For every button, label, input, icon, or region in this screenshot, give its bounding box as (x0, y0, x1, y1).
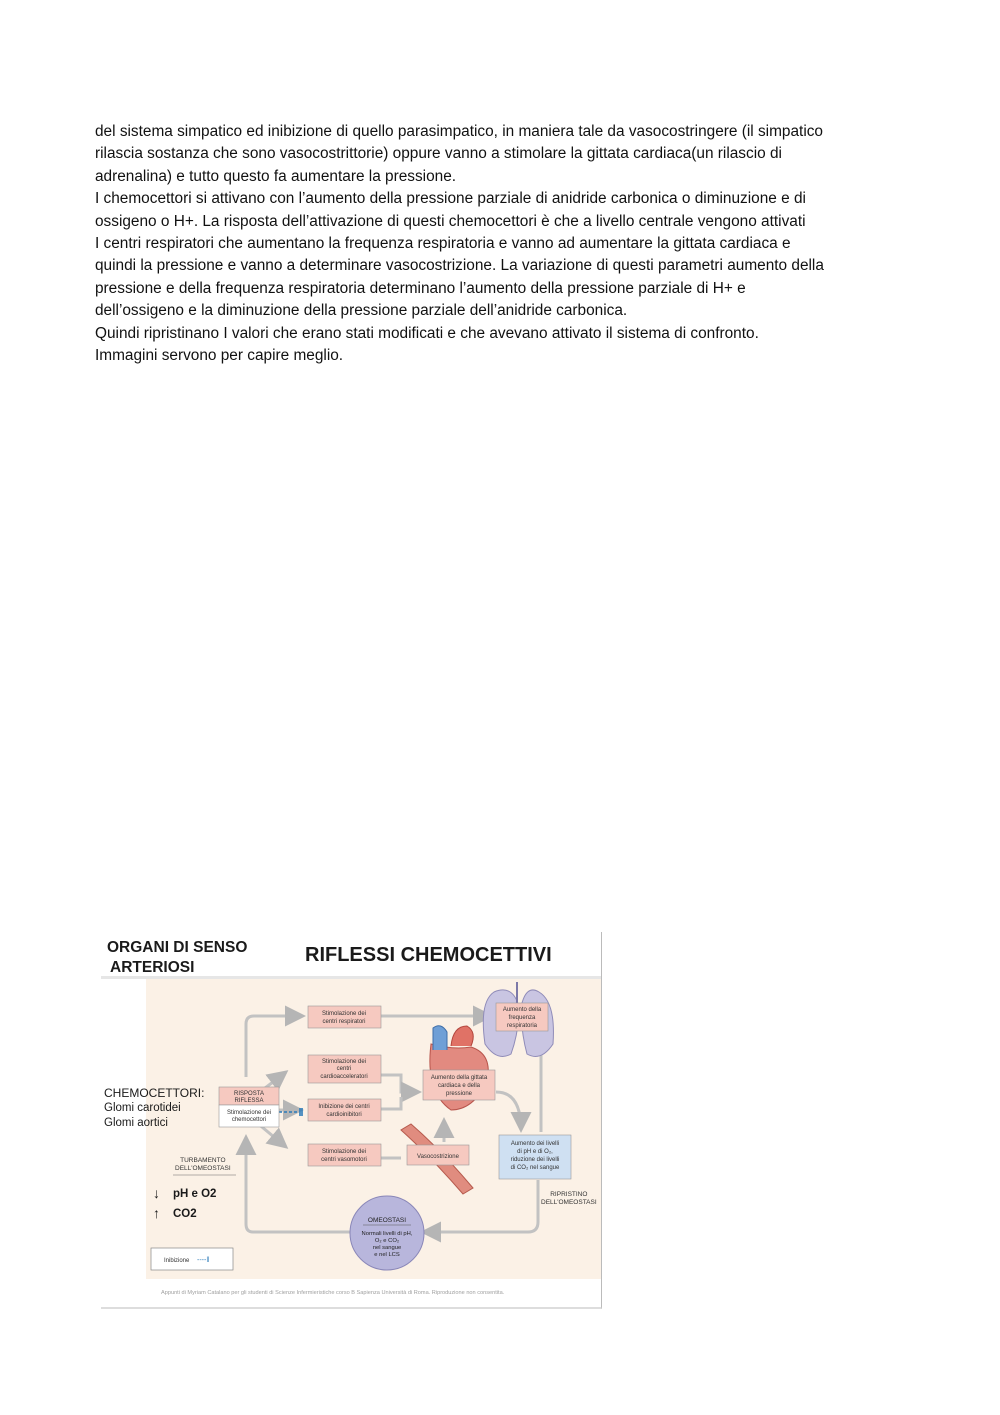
svg-text:respiratoria: respiratoria (506, 1023, 538, 1029)
up-arrow-icon: ↑ (153, 1205, 160, 1221)
text-line: del sistema simpatico ed inibizione di quello parasimpatico, in maniera tale da vasocostringere (il simpatico (95, 123, 823, 140)
text-line: quindi la pressione e vanno a determinare vasocostrizione. La variazione di questi parametri aumento della (95, 257, 824, 275)
svg-text:Aumento dei livelli: Aumento dei livelli (510, 1141, 560, 1147)
figure-title: RIFLESSI CHEMOCETTIVI (305, 944, 552, 966)
text-line: rilascia sostanza che sono vasocostrittorie) oppure vanno a stimolare la gittata cardiaca(un rilascio di (95, 145, 782, 163)
svg-text:di CO₂ nel sangue: di CO₂ nel sangue (510, 1165, 560, 1171)
svg-text:----‖: ----‖ (197, 1257, 210, 1264)
down-arrow-icon: ↓ (153, 1185, 160, 1201)
svg-text:di pH e di O₂,: di pH e di O₂, (517, 1149, 553, 1155)
svg-text:Normali livelli di pH,: Normali livelli di pH, (361, 1231, 413, 1237)
text-line: pressione e della frequenza respiratoria determinano l’aumento della pressione parziale di H+ e (95, 279, 746, 297)
risposta-title-1: RISPOSTA (234, 1091, 264, 1097)
svg-text:cardioinibitori: cardioinibitori (326, 1112, 362, 1118)
risposta-box (219, 1087, 279, 1127)
text-line: I centri respiratori che aumentano la frequenza respiratoria e vanno ad aumentare la gittata cardiaca e (95, 235, 791, 253)
svg-text:cardiaca e della: cardiaca e della (437, 1083, 481, 1089)
chemocettori-heading: CHEMOCETTORI: (104, 1086, 205, 1100)
svg-text:cardioacceleratori: cardioacceleratori (320, 1074, 368, 1080)
svg-text:Inibizione: Inibizione (164, 1258, 190, 1264)
svg-text:Aumento della gittata: Aumento della gittata (430, 1075, 488, 1081)
svg-text:frequenza: frequenza (508, 1015, 536, 1021)
svg-text:centri vasomotori: centri vasomotori (321, 1157, 367, 1163)
gittata-box (423, 1070, 495, 1100)
risposta-title-2: RIFLESSA (234, 1098, 264, 1104)
risposta-body-2: chemocettori (231, 1117, 267, 1123)
body-paragraph (95, 121, 915, 367)
text-line: Immagini servono per capire meglio. (95, 347, 344, 365)
figure-credit: Appunti di Myriam Catalano per gli studenti di Scienze Infermieristiche corso B Sapienza Università di Roma. Riproduzione non consentita. (161, 1290, 505, 1296)
risposta-body-1: Stimolazione dei (226, 1110, 272, 1116)
svg-text:Inibizione dei centri: Inibizione dei centri (318, 1104, 370, 1110)
svg-text:e nel LCS: e nel LCS (374, 1252, 400, 1258)
change-label: CO2 (173, 1208, 197, 1220)
chemocettori-item: Glomi carotidei (104, 1102, 181, 1114)
legend-box (151, 1248, 233, 1270)
change-label: pH e O2 (173, 1188, 217, 1200)
text-line: adrenalina) e tutto questo fa aumentare la pressione. (95, 167, 457, 185)
svg-text:centri respiratori: centri respiratori (322, 1019, 366, 1025)
diagram-svg (101, 932, 601, 1307)
resp-centers-box (308, 1006, 381, 1028)
svg-text:Stimolazione dei: Stimolazione dei (321, 1011, 367, 1017)
svg-text:O₂ e CO₂: O₂ e CO₂ (374, 1238, 400, 1244)
cardioinib-box (308, 1099, 381, 1121)
svg-text:pressione: pressione (445, 1091, 473, 1097)
levels-box (499, 1135, 571, 1179)
svg-text:Stimolazione dei: Stimolazione dei (321, 1149, 367, 1155)
svg-text:riduzione dei livelli: riduzione dei livelli (510, 1157, 560, 1163)
text-line: dell’ossigeno e la diminuzione della pressione parziale dell’anidride carbonica. (95, 302, 628, 320)
freq-box (496, 1003, 548, 1031)
text-line: I chemocettori si attivano con l’aumento della pressione parziale di anidride carbonica o diminuzione e di (95, 190, 806, 208)
header-line-1: ORGANI DI SENSO (107, 939, 248, 956)
chemocettori-item: Glomi aortici (104, 1117, 168, 1129)
figure-canvas (101, 932, 601, 1307)
ripristino-label: RIPRISTINO DELL'OMEOSTASI (541, 1191, 597, 1206)
text-line: ossigeno o H+. La risposta dell’attivazione di questi chemocettori è che a livello centrale vengono attivati (95, 212, 806, 230)
vasocostr-box (407, 1145, 469, 1165)
svg-text:centri: centri (336, 1066, 352, 1072)
svg-text:OMEOSTASI: OMEOSTASI (367, 1217, 407, 1224)
cardioacc-box (308, 1055, 381, 1083)
turbamento-label: TURBAMENTO DELL'OMEOSTASI (175, 1157, 231, 1172)
svg-text:Aumento della: Aumento della (502, 1007, 542, 1013)
figure-header-left (107, 938, 247, 978)
omeostasi-circle (350, 1196, 424, 1270)
header-line-2: ARTERIOSI (110, 959, 195, 976)
text-line: Quindi ripristinano I valori che erano stati modificati e che avevano attivato il sistema di confronto. (95, 324, 759, 342)
vasomot-box (308, 1144, 381, 1166)
svg-text:Vasocostrizione: Vasocostrizione (417, 1154, 459, 1160)
svg-text:Stimolazione dei: Stimolazione dei (321, 1059, 367, 1065)
chemoreflex-figure (101, 932, 602, 1309)
svg-text:nel sangue: nel sangue (372, 1245, 402, 1251)
